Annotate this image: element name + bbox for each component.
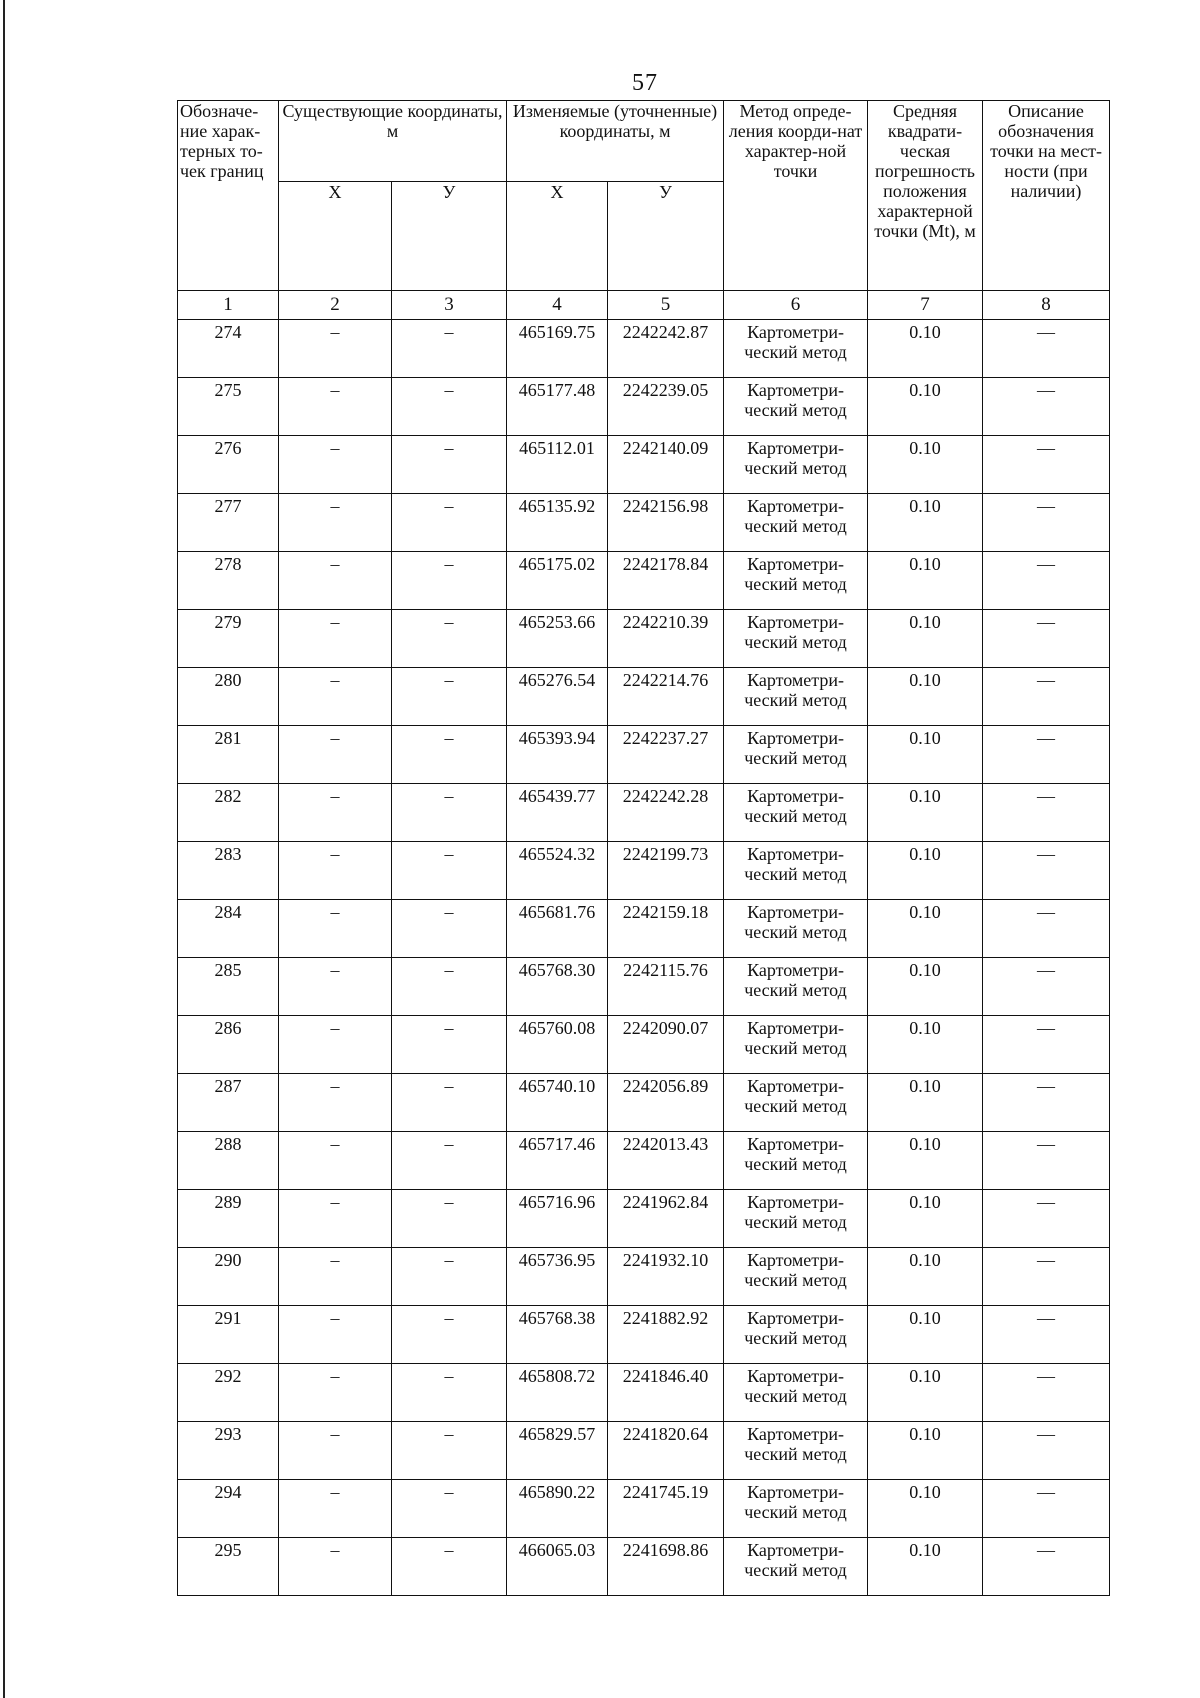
- table-row: [178, 1480, 1110, 1538]
- description-cell: —: [983, 1074, 1110, 1132]
- description-cell: —: [983, 552, 1110, 610]
- point-number-cell: 288: [178, 1132, 279, 1190]
- description-cell: —: [983, 1364, 1110, 1422]
- existing-x-cell: –: [279, 668, 392, 726]
- method-cell: Картометри-ческий метод: [724, 1538, 868, 1596]
- existing-y-cell: –: [392, 378, 507, 436]
- method-cell: Картометри-ческий метод: [724, 726, 868, 784]
- changed-x-cell: 465439.77: [507, 784, 608, 842]
- existing-x-cell: –: [279, 1190, 392, 1248]
- existing-x-cell: –: [279, 610, 392, 668]
- existing-y-cell: –: [392, 726, 507, 784]
- point-number-cell: 284: [178, 900, 279, 958]
- changed-x-cell: 465681.76: [507, 900, 608, 958]
- changed-x-cell: 465135.92: [507, 494, 608, 552]
- changed-y-cell: 2242115.76: [608, 958, 724, 1016]
- existing-x-cell: –: [279, 726, 392, 784]
- table-row: [178, 320, 1110, 378]
- existing-y-cell: –: [392, 436, 507, 494]
- point-number-cell: 295: [178, 1538, 279, 1596]
- existing-y-cell: –: [392, 552, 507, 610]
- existing-y-cell: –: [392, 1190, 507, 1248]
- header-method: Метод опреде-ления коорди-нат характер-ной точки: [724, 101, 868, 291]
- column-number: 5: [608, 291, 724, 320]
- existing-y-cell: –: [392, 900, 507, 958]
- table-row: [178, 1132, 1110, 1190]
- description-cell: —: [983, 1016, 1110, 1074]
- changed-y-cell: 2241698.86: [608, 1538, 724, 1596]
- method-cell: Картометри-ческий метод: [724, 1132, 868, 1190]
- mean-square-error-cell: 0.10: [868, 1364, 983, 1422]
- mean-square-error-cell: 0.10: [868, 1422, 983, 1480]
- existing-y-cell: –: [392, 1016, 507, 1074]
- existing-x-cell: –: [279, 1364, 392, 1422]
- mean-square-error-cell: 0.10: [868, 1016, 983, 1074]
- point-number-cell: 283: [178, 842, 279, 900]
- method-cell: Картометри-ческий метод: [724, 668, 868, 726]
- changed-y-cell: 2242210.39: [608, 610, 724, 668]
- existing-y-cell: –: [392, 1480, 507, 1538]
- table-row: [178, 1306, 1110, 1364]
- changed-y-cell: 2242159.18: [608, 900, 724, 958]
- mean-square-error-cell: 0.10: [868, 900, 983, 958]
- method-cell: Картометри-ческий метод: [724, 1190, 868, 1248]
- changed-y-cell: 2242156.98: [608, 494, 724, 552]
- table-row: [178, 1248, 1110, 1306]
- point-number-cell: 280: [178, 668, 279, 726]
- mean-square-error-cell: 0.10: [868, 726, 983, 784]
- existing-y-cell: –: [392, 1364, 507, 1422]
- changed-x-cell: 465808.72: [507, 1364, 608, 1422]
- existing-y-cell: –: [392, 494, 507, 552]
- description-cell: —: [983, 1132, 1110, 1190]
- changed-x-cell: 465890.22: [507, 1480, 608, 1538]
- changed-x-cell: 465524.32: [507, 842, 608, 900]
- table-row: [178, 726, 1110, 784]
- description-cell: —: [983, 842, 1110, 900]
- existing-y-cell: –: [392, 784, 507, 842]
- point-number-cell: 286: [178, 1016, 279, 1074]
- existing-y-cell: –: [392, 1538, 507, 1596]
- method-cell: Картометри-ческий метод: [724, 1306, 868, 1364]
- point-number-cell: 292: [178, 1364, 279, 1422]
- existing-x-cell: –: [279, 1422, 392, 1480]
- table-row: [178, 494, 1110, 552]
- header-existing-x: X: [279, 182, 392, 291]
- existing-x-cell: –: [279, 958, 392, 1016]
- existing-y-cell: –: [392, 1132, 507, 1190]
- mean-square-error-cell: 0.10: [868, 1538, 983, 1596]
- method-cell: Картометри-ческий метод: [724, 1248, 868, 1306]
- changed-y-cell: 2242242.87: [608, 320, 724, 378]
- existing-y-cell: –: [392, 668, 507, 726]
- existing-x-cell: –: [279, 494, 392, 552]
- table-row: [178, 378, 1110, 436]
- mean-square-error-cell: 0.10: [868, 1480, 983, 1538]
- table-row: [178, 842, 1110, 900]
- description-cell: —: [983, 784, 1110, 842]
- table-row: [178, 436, 1110, 494]
- existing-x-cell: –: [279, 1480, 392, 1538]
- method-cell: Картометри-ческий метод: [724, 436, 868, 494]
- column-number: 2: [279, 291, 392, 320]
- existing-x-cell: –: [279, 1538, 392, 1596]
- description-cell: —: [983, 378, 1110, 436]
- table-row: [178, 1364, 1110, 1422]
- header-existing-coordinates: Существующие координаты, м: [279, 101, 507, 182]
- mean-square-error-cell: 0.10: [868, 494, 983, 552]
- description-cell: —: [983, 1538, 1110, 1596]
- mean-square-error-cell: 0.10: [868, 842, 983, 900]
- mean-square-error-cell: 0.10: [868, 1248, 983, 1306]
- existing-x-cell: –: [279, 1016, 392, 1074]
- changed-x-cell: 465276.54: [507, 668, 608, 726]
- changed-x-cell: 465736.95: [507, 1248, 608, 1306]
- changed-x-cell: 465393.94: [507, 726, 608, 784]
- method-cell: Картометри-ческий метод: [724, 494, 868, 552]
- existing-y-cell: –: [392, 1248, 507, 1306]
- header-changed-y: У: [608, 182, 724, 291]
- point-number-cell: 276: [178, 436, 279, 494]
- existing-x-cell: –: [279, 320, 392, 378]
- point-number-cell: 274: [178, 320, 279, 378]
- changed-y-cell: 2242239.05: [608, 378, 724, 436]
- description-cell: —: [983, 1480, 1110, 1538]
- changed-y-cell: 2242199.73: [608, 842, 724, 900]
- changed-x-cell: 465177.48: [507, 378, 608, 436]
- existing-x-cell: –: [279, 900, 392, 958]
- changed-y-cell: 2242214.76: [608, 668, 724, 726]
- existing-y-cell: –: [392, 610, 507, 668]
- existing-y-cell: –: [392, 958, 507, 1016]
- description-cell: —: [983, 958, 1110, 1016]
- point-number-cell: 290: [178, 1248, 279, 1306]
- changed-y-cell: 2242237.27: [608, 726, 724, 784]
- changed-x-cell: 465169.75: [507, 320, 608, 378]
- table-row: [178, 1422, 1110, 1480]
- description-cell: —: [983, 900, 1110, 958]
- existing-y-cell: –: [392, 1422, 507, 1480]
- changed-x-cell: 465829.57: [507, 1422, 608, 1480]
- column-number: 7: [868, 291, 983, 320]
- mean-square-error-cell: 0.10: [868, 1190, 983, 1248]
- changed-x-cell: 465740.10: [507, 1074, 608, 1132]
- description-cell: —: [983, 726, 1110, 784]
- changed-x-cell: 465768.30: [507, 958, 608, 1016]
- mean-square-error-cell: 0.10: [868, 668, 983, 726]
- method-cell: Картометри-ческий метод: [724, 320, 868, 378]
- header-mean-square-error: Средняя квадрати-ческая погрешность положения характерной точки (Mt), м: [868, 101, 983, 291]
- column-number-row: [178, 291, 1110, 320]
- existing-y-cell: –: [392, 842, 507, 900]
- method-cell: Картометри-ческий метод: [724, 784, 868, 842]
- changed-y-cell: 2241745.19: [608, 1480, 724, 1538]
- changed-y-cell: 2241882.92: [608, 1306, 724, 1364]
- changed-x-cell: 465717.46: [507, 1132, 608, 1190]
- description-cell: —: [983, 436, 1110, 494]
- mean-square-error-cell: 0.10: [868, 1132, 983, 1190]
- changed-y-cell: 2241932.10: [608, 1248, 724, 1306]
- point-number-cell: 282: [178, 784, 279, 842]
- changed-x-cell: 465112.01: [507, 436, 608, 494]
- method-cell: Картометри-ческий метод: [724, 1016, 868, 1074]
- method-cell: Картометри-ческий метод: [724, 1480, 868, 1538]
- changed-x-cell: 465760.08: [507, 1016, 608, 1074]
- changed-y-cell: 2242056.89: [608, 1074, 724, 1132]
- point-number-cell: 287: [178, 1074, 279, 1132]
- column-number: 4: [507, 291, 608, 320]
- table-row: [178, 784, 1110, 842]
- existing-x-cell: –: [279, 1306, 392, 1364]
- existing-y-cell: –: [392, 1074, 507, 1132]
- description-cell: —: [983, 494, 1110, 552]
- changed-y-cell: 2242013.43: [608, 1132, 724, 1190]
- description-cell: —: [983, 1248, 1110, 1306]
- header-point-description: Описание обозначения точки на мест-ности (при наличии): [983, 101, 1110, 291]
- description-cell: —: [983, 668, 1110, 726]
- mean-square-error-cell: 0.10: [868, 436, 983, 494]
- mean-square-error-cell: 0.10: [868, 1306, 983, 1364]
- table-row: [178, 1016, 1110, 1074]
- point-number-cell: 275: [178, 378, 279, 436]
- description-cell: —: [983, 320, 1110, 378]
- point-number-cell: 279: [178, 610, 279, 668]
- existing-x-cell: –: [279, 436, 392, 494]
- description-cell: —: [983, 1190, 1110, 1248]
- point-number-cell: 278: [178, 552, 279, 610]
- existing-x-cell: –: [279, 784, 392, 842]
- binding-edge-line: [3, 0, 5, 1698]
- method-cell: Картометри-ческий метод: [724, 1422, 868, 1480]
- existing-x-cell: –: [279, 1132, 392, 1190]
- table-row: [178, 1190, 1110, 1248]
- changed-x-cell: 465175.02: [507, 552, 608, 610]
- changed-y-cell: 2242140.09: [608, 436, 724, 494]
- header-point-designation: Обозначе-ние харак-терных то-чек границ: [178, 101, 279, 291]
- header-changed-x: X: [507, 182, 608, 291]
- point-number-cell: 281: [178, 726, 279, 784]
- table-row: [178, 900, 1110, 958]
- existing-y-cell: –: [392, 1306, 507, 1364]
- column-number: 1: [178, 291, 279, 320]
- point-number-cell: 293: [178, 1422, 279, 1480]
- method-cell: Картометри-ческий метод: [724, 610, 868, 668]
- header-changed-coordinates: Изменяемые (уточненные) координаты, м: [507, 101, 724, 182]
- method-cell: Картометри-ческий метод: [724, 842, 868, 900]
- description-cell: —: [983, 1422, 1110, 1480]
- changed-y-cell: 2241846.40: [608, 1364, 724, 1422]
- description-cell: —: [983, 1306, 1110, 1364]
- method-cell: Картометри-ческий метод: [724, 1074, 868, 1132]
- changed-y-cell: 2242090.07: [608, 1016, 724, 1074]
- table-row: [178, 668, 1110, 726]
- changed-x-cell: 465253.66: [507, 610, 608, 668]
- method-cell: Картометри-ческий метод: [724, 552, 868, 610]
- method-cell: Картометри-ческий метод: [724, 958, 868, 1016]
- mean-square-error-cell: 0.10: [868, 1074, 983, 1132]
- table-row: [178, 958, 1110, 1016]
- table-row: [178, 1538, 1110, 1596]
- mean-square-error-cell: 0.10: [868, 378, 983, 436]
- changed-y-cell: 2241962.84: [608, 1190, 724, 1248]
- column-number: 8: [983, 291, 1110, 320]
- existing-x-cell: –: [279, 378, 392, 436]
- mean-square-error-cell: 0.10: [868, 784, 983, 842]
- changed-x-cell: 465716.96: [507, 1190, 608, 1248]
- mean-square-error-cell: 0.10: [868, 552, 983, 610]
- column-number: 3: [392, 291, 507, 320]
- table-row: [178, 1074, 1110, 1132]
- changed-x-cell: 466065.03: [507, 1538, 608, 1596]
- point-number-cell: 285: [178, 958, 279, 1016]
- description-cell: —: [983, 610, 1110, 668]
- existing-y-cell: –: [392, 320, 507, 378]
- method-cell: Картометри-ческий метод: [724, 1364, 868, 1422]
- table-row: [178, 610, 1110, 668]
- coordinates-table: [177, 100, 1110, 1596]
- changed-x-cell: 465768.38: [507, 1306, 608, 1364]
- changed-y-cell: 2242242.28: [608, 784, 724, 842]
- existing-x-cell: –: [279, 1248, 392, 1306]
- mean-square-error-cell: 0.10: [868, 610, 983, 668]
- existing-x-cell: –: [279, 552, 392, 610]
- mean-square-error-cell: 0.10: [868, 320, 983, 378]
- point-number-cell: 289: [178, 1190, 279, 1248]
- changed-y-cell: 2241820.64: [608, 1422, 724, 1480]
- header-existing-y: У: [392, 182, 507, 291]
- column-number: 6: [724, 291, 868, 320]
- point-number-cell: 291: [178, 1306, 279, 1364]
- table-row: [178, 552, 1110, 610]
- method-cell: Картометри-ческий метод: [724, 900, 868, 958]
- page-number: 57: [632, 70, 658, 96]
- changed-y-cell: 2242178.84: [608, 552, 724, 610]
- mean-square-error-cell: 0.10: [868, 958, 983, 1016]
- existing-x-cell: –: [279, 842, 392, 900]
- point-number-cell: 294: [178, 1480, 279, 1538]
- method-cell: Картометри-ческий метод: [724, 378, 868, 436]
- point-number-cell: 277: [178, 494, 279, 552]
- existing-x-cell: –: [279, 1074, 392, 1132]
